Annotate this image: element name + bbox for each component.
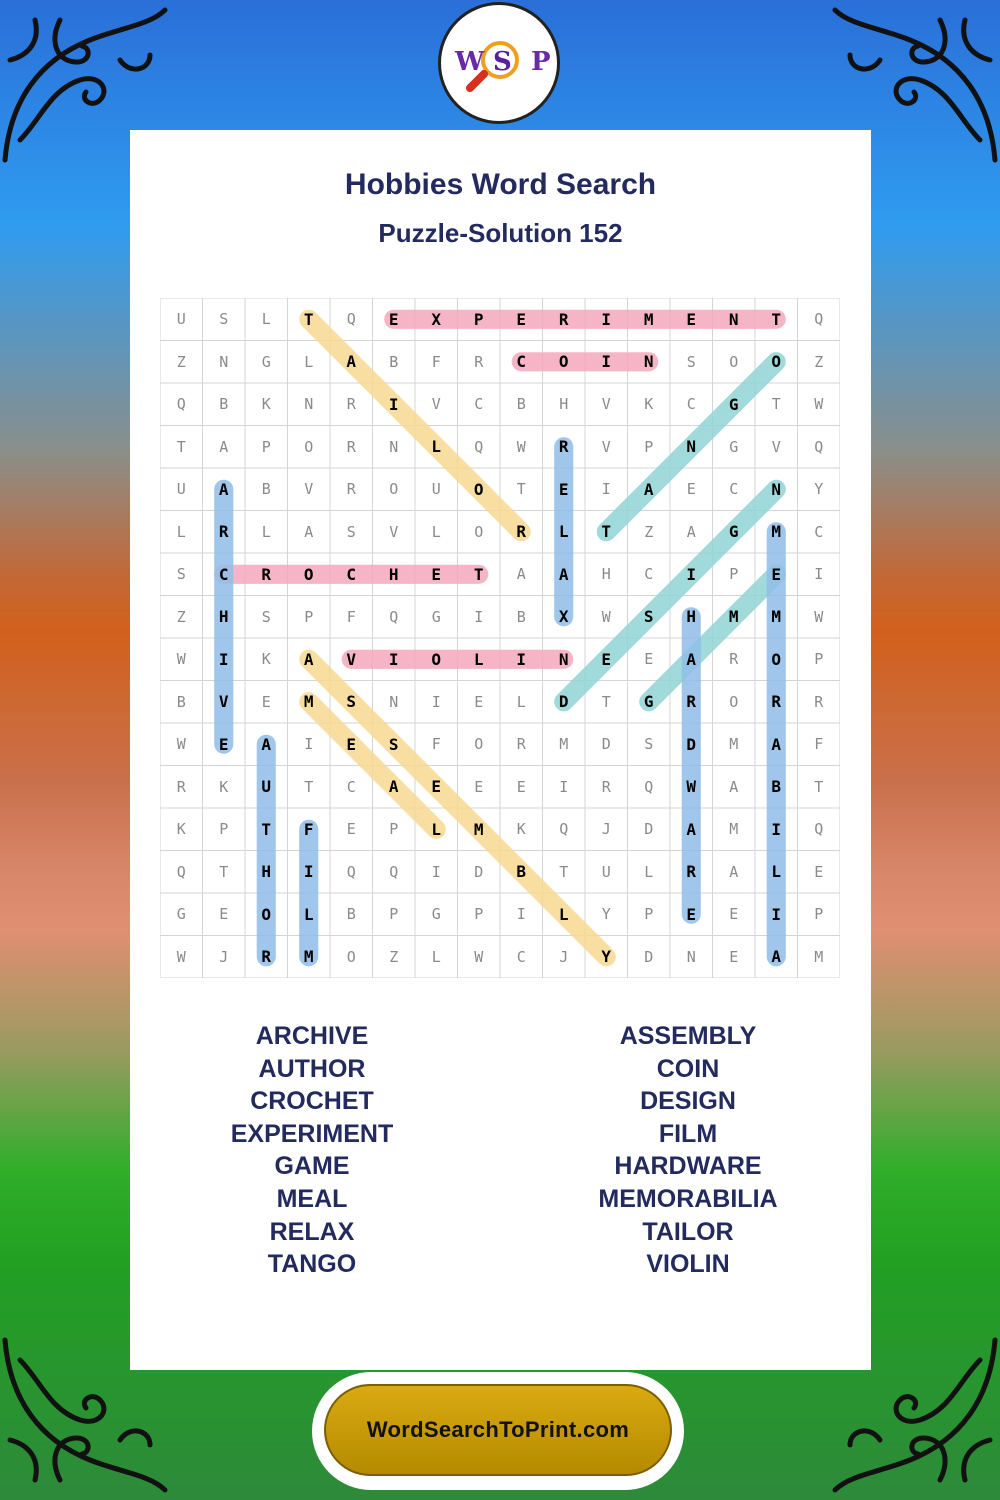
grid-cell[interactable]: L: [303, 904, 314, 924]
grid-cell[interactable]: A: [771, 734, 782, 754]
logo-letter-p: P: [531, 47, 551, 77]
grid-cell[interactable]: B: [389, 352, 399, 371]
grid-cell[interactable]: Q: [814, 437, 824, 456]
grid-cell[interactable]: D: [601, 735, 611, 754]
grid-cell[interactable]: T: [219, 862, 229, 881]
grid-cell[interactable]: W: [516, 437, 526, 456]
grid-cell[interactable]: E: [388, 309, 399, 329]
grid-cell[interactable]: E: [346, 820, 356, 839]
puzzle-panel: [130, 130, 871, 1370]
grid-cell[interactable]: R: [771, 692, 782, 712]
grid-cell[interactable]: E: [771, 564, 782, 584]
grid-cell[interactable]: D: [686, 734, 697, 754]
grid-cell[interactable]: G: [728, 522, 739, 542]
grid-cell[interactable]: C: [218, 564, 229, 584]
grid-cell[interactable]: W: [814, 607, 824, 626]
grid-cell[interactable]: M: [814, 947, 824, 966]
grid-cell[interactable]: A: [729, 777, 739, 796]
puzzle-subtitle: Puzzle-Solution 152: [378, 218, 623, 248]
grid-cell[interactable]: V: [431, 395, 441, 414]
word-list-item: DESIGN: [640, 1087, 736, 1116]
word-list-item: CROCHET: [250, 1087, 374, 1116]
grid-cell[interactable]: G: [261, 352, 271, 371]
grid-cell[interactable]: U: [601, 862, 611, 881]
grid-cell[interactable]: G: [176, 905, 186, 924]
grid-cell[interactable]: R: [346, 437, 356, 456]
grid-cell[interactable]: O: [558, 352, 569, 372]
grid-cell[interactable]: L: [771, 862, 782, 882]
grid-cell[interactable]: K: [176, 820, 186, 839]
grid-cell[interactable]: T: [601, 522, 612, 542]
grid-cell[interactable]: T: [814, 777, 824, 796]
grid-cell[interactable]: P: [473, 309, 484, 329]
grid-cell[interactable]: W: [814, 395, 824, 414]
grid-cell[interactable]: T: [473, 564, 484, 584]
grid-cell[interactable]: P: [261, 437, 271, 456]
grid-cell[interactable]: R: [516, 735, 526, 754]
grid-cell[interactable]: Q: [389, 862, 399, 881]
grid-cell[interactable]: G: [431, 905, 441, 924]
grid-cell[interactable]: G: [728, 394, 739, 414]
grid-cell[interactable]: R: [558, 309, 569, 329]
grid-cell[interactable]: A: [686, 819, 697, 839]
grid-cell[interactable]: E: [431, 564, 442, 584]
grid-cell[interactable]: I: [686, 564, 697, 584]
grid-cell[interactable]: Q: [389, 607, 399, 626]
grid-cell[interactable]: M: [303, 947, 314, 967]
site-logo[interactable]: [438, 2, 560, 124]
grid-cell[interactable]: W: [601, 607, 611, 626]
word-list-item: ARCHIVE: [255, 1022, 369, 1050]
grid-cell[interactable]: C: [729, 480, 739, 499]
grid-cell[interactable]: R: [516, 522, 527, 542]
grid-cell[interactable]: B: [176, 692, 186, 711]
grid-cell[interactable]: K: [516, 820, 526, 839]
grid-cell[interactable]: A: [558, 564, 569, 584]
grid-cell[interactable]: R: [558, 437, 569, 457]
grid-cell[interactable]: Z: [176, 607, 186, 626]
grid-cell[interactable]: T: [559, 862, 569, 881]
grid-cell[interactable]: M: [643, 309, 654, 329]
grid-cell[interactable]: T: [303, 309, 314, 329]
grid-cell[interactable]: C: [346, 777, 356, 796]
grid-cell[interactable]: K: [261, 395, 271, 414]
grid-cell[interactable]: O: [346, 947, 356, 966]
grid-cell[interactable]: F: [346, 607, 356, 626]
grid-cell[interactable]: O: [304, 437, 314, 456]
grid-cell[interactable]: M: [771, 607, 782, 627]
grid-cell[interactable]: L: [304, 352, 314, 371]
grid-cell[interactable]: I: [303, 862, 314, 882]
grid-cell[interactable]: F: [303, 819, 314, 839]
grid-cell[interactable]: B: [516, 607, 526, 626]
grid-cell[interactable]: W: [474, 947, 484, 966]
grid-cell[interactable]: M: [729, 735, 739, 754]
grid-cell[interactable]: P: [644, 437, 654, 456]
grid-cell[interactable]: N: [389, 437, 399, 456]
grid-cell[interactable]: E: [686, 309, 697, 329]
site-link-label: WordSearchToPrint.com: [366, 1417, 630, 1442]
grid-cell[interactable]: B: [516, 395, 526, 414]
grid-cell[interactable]: Q: [346, 862, 356, 881]
grid-cell[interactable]: I: [601, 352, 612, 372]
grid-cell[interactable]: O: [261, 904, 272, 924]
grid-cell[interactable]: E: [601, 649, 612, 669]
grid-cell[interactable]: S: [643, 607, 654, 627]
grid-cell[interactable]: M: [473, 819, 484, 839]
grid-cell[interactable]: E: [686, 904, 697, 924]
grid-cell[interactable]: U: [431, 480, 441, 499]
grid-cell[interactable]: R: [261, 564, 272, 584]
grid-cell[interactable]: J: [601, 820, 611, 839]
grid-cell[interactable]: O: [474, 735, 484, 754]
grid-cell[interactable]: R: [601, 777, 611, 796]
grid-cell[interactable]: S: [686, 352, 696, 371]
grid-cell[interactable]: S: [219, 310, 229, 329]
grid-cell[interactable]: A: [771, 947, 782, 967]
grid-cell[interactable]: I: [431, 692, 441, 711]
grid-cell[interactable]: P: [814, 650, 824, 669]
grid-cell[interactable]: C: [686, 395, 696, 414]
grid-cell[interactable]: R: [474, 352, 484, 371]
grid-cell[interactable]: I: [474, 607, 484, 626]
grid-cell[interactable]: S: [176, 565, 186, 584]
grid-cell[interactable]: R: [218, 522, 229, 542]
grid-cell[interactable]: H: [601, 565, 611, 584]
word-list-item: TANGO: [267, 1250, 357, 1279]
word-list-item: ASSEMBLY: [619, 1022, 757, 1050]
grid-cell[interactable]: E: [346, 734, 357, 754]
grid-cell[interactable]: W: [686, 777, 697, 797]
grid-cell[interactable]: X: [558, 607, 569, 627]
grid-cell[interactable]: N: [686, 947, 696, 966]
grid-cell[interactable]: V: [771, 437, 781, 456]
grid-cell[interactable]: E: [558, 479, 569, 499]
grid-cell[interactable]: L: [644, 862, 654, 881]
grid-cell[interactable]: N: [558, 649, 569, 669]
grid-cell[interactable]: G: [729, 437, 739, 456]
grid-cell[interactable]: B: [346, 905, 356, 924]
site-link-pill: [324, 1384, 672, 1476]
grid-cell[interactable]: P: [729, 565, 739, 584]
grid-cell[interactable]: L: [176, 522, 186, 541]
grid-cell[interactable]: U: [261, 777, 272, 797]
grid-cell[interactable]: J: [219, 947, 229, 966]
grid-cell[interactable]: N: [219, 352, 229, 371]
grid-cell[interactable]: Z: [814, 352, 824, 371]
grid-cell[interactable]: D: [644, 947, 654, 966]
grid-cell[interactable]: G: [431, 607, 441, 626]
grid-cell[interactable]: I: [304, 735, 314, 754]
grid-cell[interactable]: H: [218, 607, 229, 627]
grid-cell[interactable]: I: [388, 649, 399, 669]
grid-cell[interactable]: K: [261, 650, 271, 669]
grid-cell[interactable]: H: [686, 607, 697, 627]
grid-cell[interactable]: W: [176, 650, 186, 669]
word-list-left-column: [162, 1020, 462, 1281]
grid-cell[interactable]: V: [304, 480, 314, 499]
grid-cell[interactable]: P: [389, 905, 399, 924]
grid-cell[interactable]: Q: [644, 777, 654, 796]
word-list-item: COIN: [656, 1054, 720, 1083]
grid-cell[interactable]: P: [219, 820, 229, 839]
grid-cell[interactable]: Q: [559, 820, 569, 839]
word-list-item: VIOLIN: [646, 1250, 730, 1279]
grid-cell[interactable]: N: [643, 352, 654, 372]
grid-cell[interactable]: L: [431, 522, 441, 541]
grid-cell[interactable]: V: [601, 395, 611, 414]
word-list-item: GAME: [274, 1152, 350, 1181]
grid-cell[interactable]: L: [261, 310, 271, 329]
grid-cell[interactable]: I: [771, 819, 782, 839]
grid-cell[interactable]: Z: [644, 522, 654, 541]
grid-cell[interactable]: E: [729, 905, 739, 924]
grid-cell[interactable]: D: [644, 820, 654, 839]
grid-cell[interactable]: T: [771, 395, 781, 414]
word-list-item: MEAL: [276, 1184, 348, 1213]
grid-cell[interactable]: Q: [814, 310, 824, 329]
grid-cell[interactable]: Y: [601, 947, 612, 967]
grid-cell[interactable]: B: [219, 395, 229, 414]
grid-cell[interactable]: P: [389, 820, 399, 839]
grid-cell[interactable]: A: [516, 565, 526, 584]
grid-cell[interactable]: Q: [474, 437, 484, 456]
grid-cell[interactable]: Y: [814, 480, 824, 499]
grid-cell[interactable]: L: [261, 522, 271, 541]
grid-cell[interactable]: M: [303, 692, 314, 712]
grid-cell[interactable]: U: [176, 480, 186, 499]
grid-cell[interactable]: N: [771, 479, 782, 499]
grid-cell[interactable]: T: [516, 480, 526, 499]
grid-cell[interactable]: V: [601, 437, 611, 456]
grid-cell[interactable]: T: [176, 437, 186, 456]
grid-cell[interactable]: A: [388, 777, 399, 797]
grid-cell[interactable]: A: [686, 522, 696, 541]
grid-cell[interactable]: I: [601, 480, 611, 499]
grid-cell[interactable]: A: [729, 862, 739, 881]
grid-cell[interactable]: I: [218, 649, 229, 669]
grid-cell[interactable]: T: [771, 309, 782, 329]
grid-cell[interactable]: P: [644, 905, 654, 924]
grid-cell[interactable]: R: [814, 692, 824, 711]
grid-cell[interactable]: F: [814, 735, 824, 754]
grid-cell[interactable]: A: [261, 734, 272, 754]
grid-cell[interactable]: E: [261, 692, 271, 711]
letter-grid: [160, 298, 840, 978]
grid-cell[interactable]: A: [218, 479, 229, 499]
grid-cell[interactable]: L: [516, 692, 526, 711]
grid-cell[interactable]: E: [644, 650, 654, 669]
grid-cell[interactable]: E: [431, 777, 442, 797]
grid-cell[interactable]: N: [686, 437, 697, 457]
grid-cell[interactable]: I: [388, 394, 399, 414]
grid-cell[interactable]: A: [686, 649, 697, 669]
grid-cell[interactable]: F: [431, 352, 441, 371]
grid-cell[interactable]: W: [176, 947, 186, 966]
grid-cell[interactable]: O: [431, 649, 442, 669]
grid-cell[interactable]: D: [558, 692, 569, 712]
grid-cell[interactable]: X: [431, 309, 442, 329]
grid-cell[interactable]: M: [559, 735, 569, 754]
grid-cell[interactable]: C: [346, 564, 357, 584]
grid-cell[interactable]: A: [303, 649, 314, 669]
grid-cell[interactable]: K: [219, 777, 229, 796]
grid-cell[interactable]: L: [558, 904, 569, 924]
grid-cell[interactable]: E: [474, 777, 484, 796]
grid-cell[interactable]: R: [346, 480, 356, 499]
grid-cell[interactable]: C: [644, 565, 654, 584]
site-link-button[interactable]: [312, 1372, 684, 1490]
grid-cell[interactable]: H: [261, 862, 272, 882]
grid-cell[interactable]: B: [771, 777, 782, 797]
grid-cell[interactable]: L: [473, 649, 484, 669]
grid-cell[interactable]: B: [516, 862, 527, 882]
grid-cell[interactable]: O: [729, 352, 739, 371]
grid-cell[interactable]: B: [261, 480, 271, 499]
grid-cells: [160, 298, 840, 978]
grid-cell[interactable]: U: [176, 310, 186, 329]
grid-cell[interactable]: N: [728, 309, 739, 329]
grid-cell[interactable]: Q: [176, 395, 186, 414]
grid-cell[interactable]: I: [516, 905, 526, 924]
grid-cell[interactable]: I: [559, 777, 569, 796]
grid-cell[interactable]: I: [814, 565, 824, 584]
grid-cell[interactable]: I: [601, 309, 612, 329]
grid-cell[interactable]: A: [219, 437, 229, 456]
grid-cell[interactable]: M: [771, 522, 782, 542]
grid-cell[interactable]: Y: [601, 905, 611, 924]
logo-letter-s: S: [493, 47, 512, 77]
grid-cell[interactable]: L: [431, 947, 441, 966]
word-list-item: EXPERIMENT: [230, 1119, 394, 1148]
grid-cell[interactable]: P: [304, 607, 314, 626]
grid-cell[interactable]: S: [346, 692, 357, 712]
grid-cell[interactable]: E: [516, 777, 526, 796]
grid-cell[interactable]: G: [643, 692, 654, 712]
grid-cell[interactable]: I: [516, 649, 527, 669]
grid-cell[interactable]: V: [346, 649, 357, 669]
grid-cell[interactable]: V: [389, 522, 399, 541]
grid-cell[interactable]: Q: [346, 310, 356, 329]
word-list-right-column: [538, 1020, 838, 1281]
grid-cell[interactable]: A: [346, 352, 357, 372]
grid-cell[interactable]: D: [474, 862, 484, 881]
word-list-item: RELAX: [269, 1217, 355, 1246]
word-list-item: HARDWARE: [614, 1152, 762, 1181]
grid-cell[interactable]: L: [558, 522, 569, 542]
grid-cell[interactable]: R: [261, 947, 272, 967]
grid-cell[interactable]: O: [473, 479, 484, 499]
grid-cell[interactable]: N: [389, 692, 399, 711]
grid-cell[interactable]: C: [814, 522, 824, 541]
grid-cell[interactable]: M: [728, 607, 739, 627]
grid-cell[interactable]: V: [218, 692, 229, 712]
grid-cell[interactable]: Z: [389, 947, 399, 966]
grid-cell[interactable]: M: [729, 820, 739, 839]
grid-cell[interactable]: T: [261, 819, 272, 839]
grid-cell[interactable]: H: [388, 564, 399, 584]
grid-cell[interactable]: K: [644, 395, 654, 414]
grid-cell[interactable]: E: [474, 692, 484, 711]
word-list-item: TAILOR: [642, 1217, 734, 1246]
grid-cell[interactable]: T: [601, 692, 611, 711]
word-list-item: FILM: [658, 1119, 718, 1148]
word-list-item: MEMORABILIA: [598, 1184, 778, 1213]
grid-cell[interactable]: O: [303, 564, 314, 584]
grid-cell[interactable]: S: [644, 735, 654, 754]
grid-cell[interactable]: O: [771, 649, 782, 669]
grid-cell[interactable]: O: [389, 480, 399, 499]
grid-cell[interactable]: S: [346, 522, 356, 541]
grid-cell[interactable]: E: [814, 862, 824, 881]
grid-cell[interactable]: A: [643, 479, 654, 499]
grid-cell[interactable]: F: [431, 735, 441, 754]
grid-cell[interactable]: O: [771, 352, 782, 372]
grid-cell[interactable]: C: [474, 395, 484, 414]
grid-cell[interactable]: I: [771, 904, 782, 924]
grid-cell[interactable]: R: [176, 777, 186, 796]
grid-cell[interactable]: R: [729, 650, 739, 669]
puzzle-title: Hobbies Word Search: [344, 168, 657, 201]
grid-cell[interactable]: E: [218, 734, 229, 754]
grid-cell[interactable]: Z: [176, 352, 186, 371]
word-list-item: AUTHOR: [258, 1054, 366, 1083]
grid-cell[interactable]: S: [388, 734, 399, 754]
grid-cell[interactable]: N: [304, 395, 314, 414]
grid-cell[interactable]: E: [686, 480, 696, 499]
grid-cell[interactable]: O: [474, 522, 484, 541]
grid-cell[interactable]: Q: [814, 820, 824, 839]
grid-cell[interactable]: W: [176, 735, 186, 754]
grid-cell[interactable]: J: [559, 947, 569, 966]
grid-cell[interactable]: S: [261, 607, 271, 626]
grid-cell[interactable]: C: [516, 352, 527, 372]
grid-cell[interactable]: R: [686, 692, 697, 712]
grid-cell[interactable]: T: [304, 777, 314, 796]
grid-cell[interactable]: R: [346, 395, 356, 414]
grid-cell[interactable]: E: [219, 905, 229, 924]
grid-cell[interactable]: P: [814, 905, 824, 924]
grid-cell[interactable]: L: [431, 437, 442, 457]
grid-cell[interactable]: I: [431, 862, 441, 881]
logo-letter-w: W: [455, 47, 485, 77]
grid-cell[interactable]: L: [431, 819, 442, 839]
grid-cell[interactable]: Q: [176, 862, 186, 881]
grid-cell[interactable]: E: [729, 947, 739, 966]
grid-cell[interactable]: E: [516, 309, 527, 329]
grid-cell[interactable]: C: [516, 947, 526, 966]
grid-cell[interactable]: A: [304, 522, 314, 541]
grid-cell[interactable]: P: [474, 905, 484, 924]
grid-cell[interactable]: O: [729, 692, 739, 711]
grid-cell[interactable]: R: [686, 862, 697, 882]
grid-cell[interactable]: H: [559, 395, 569, 414]
